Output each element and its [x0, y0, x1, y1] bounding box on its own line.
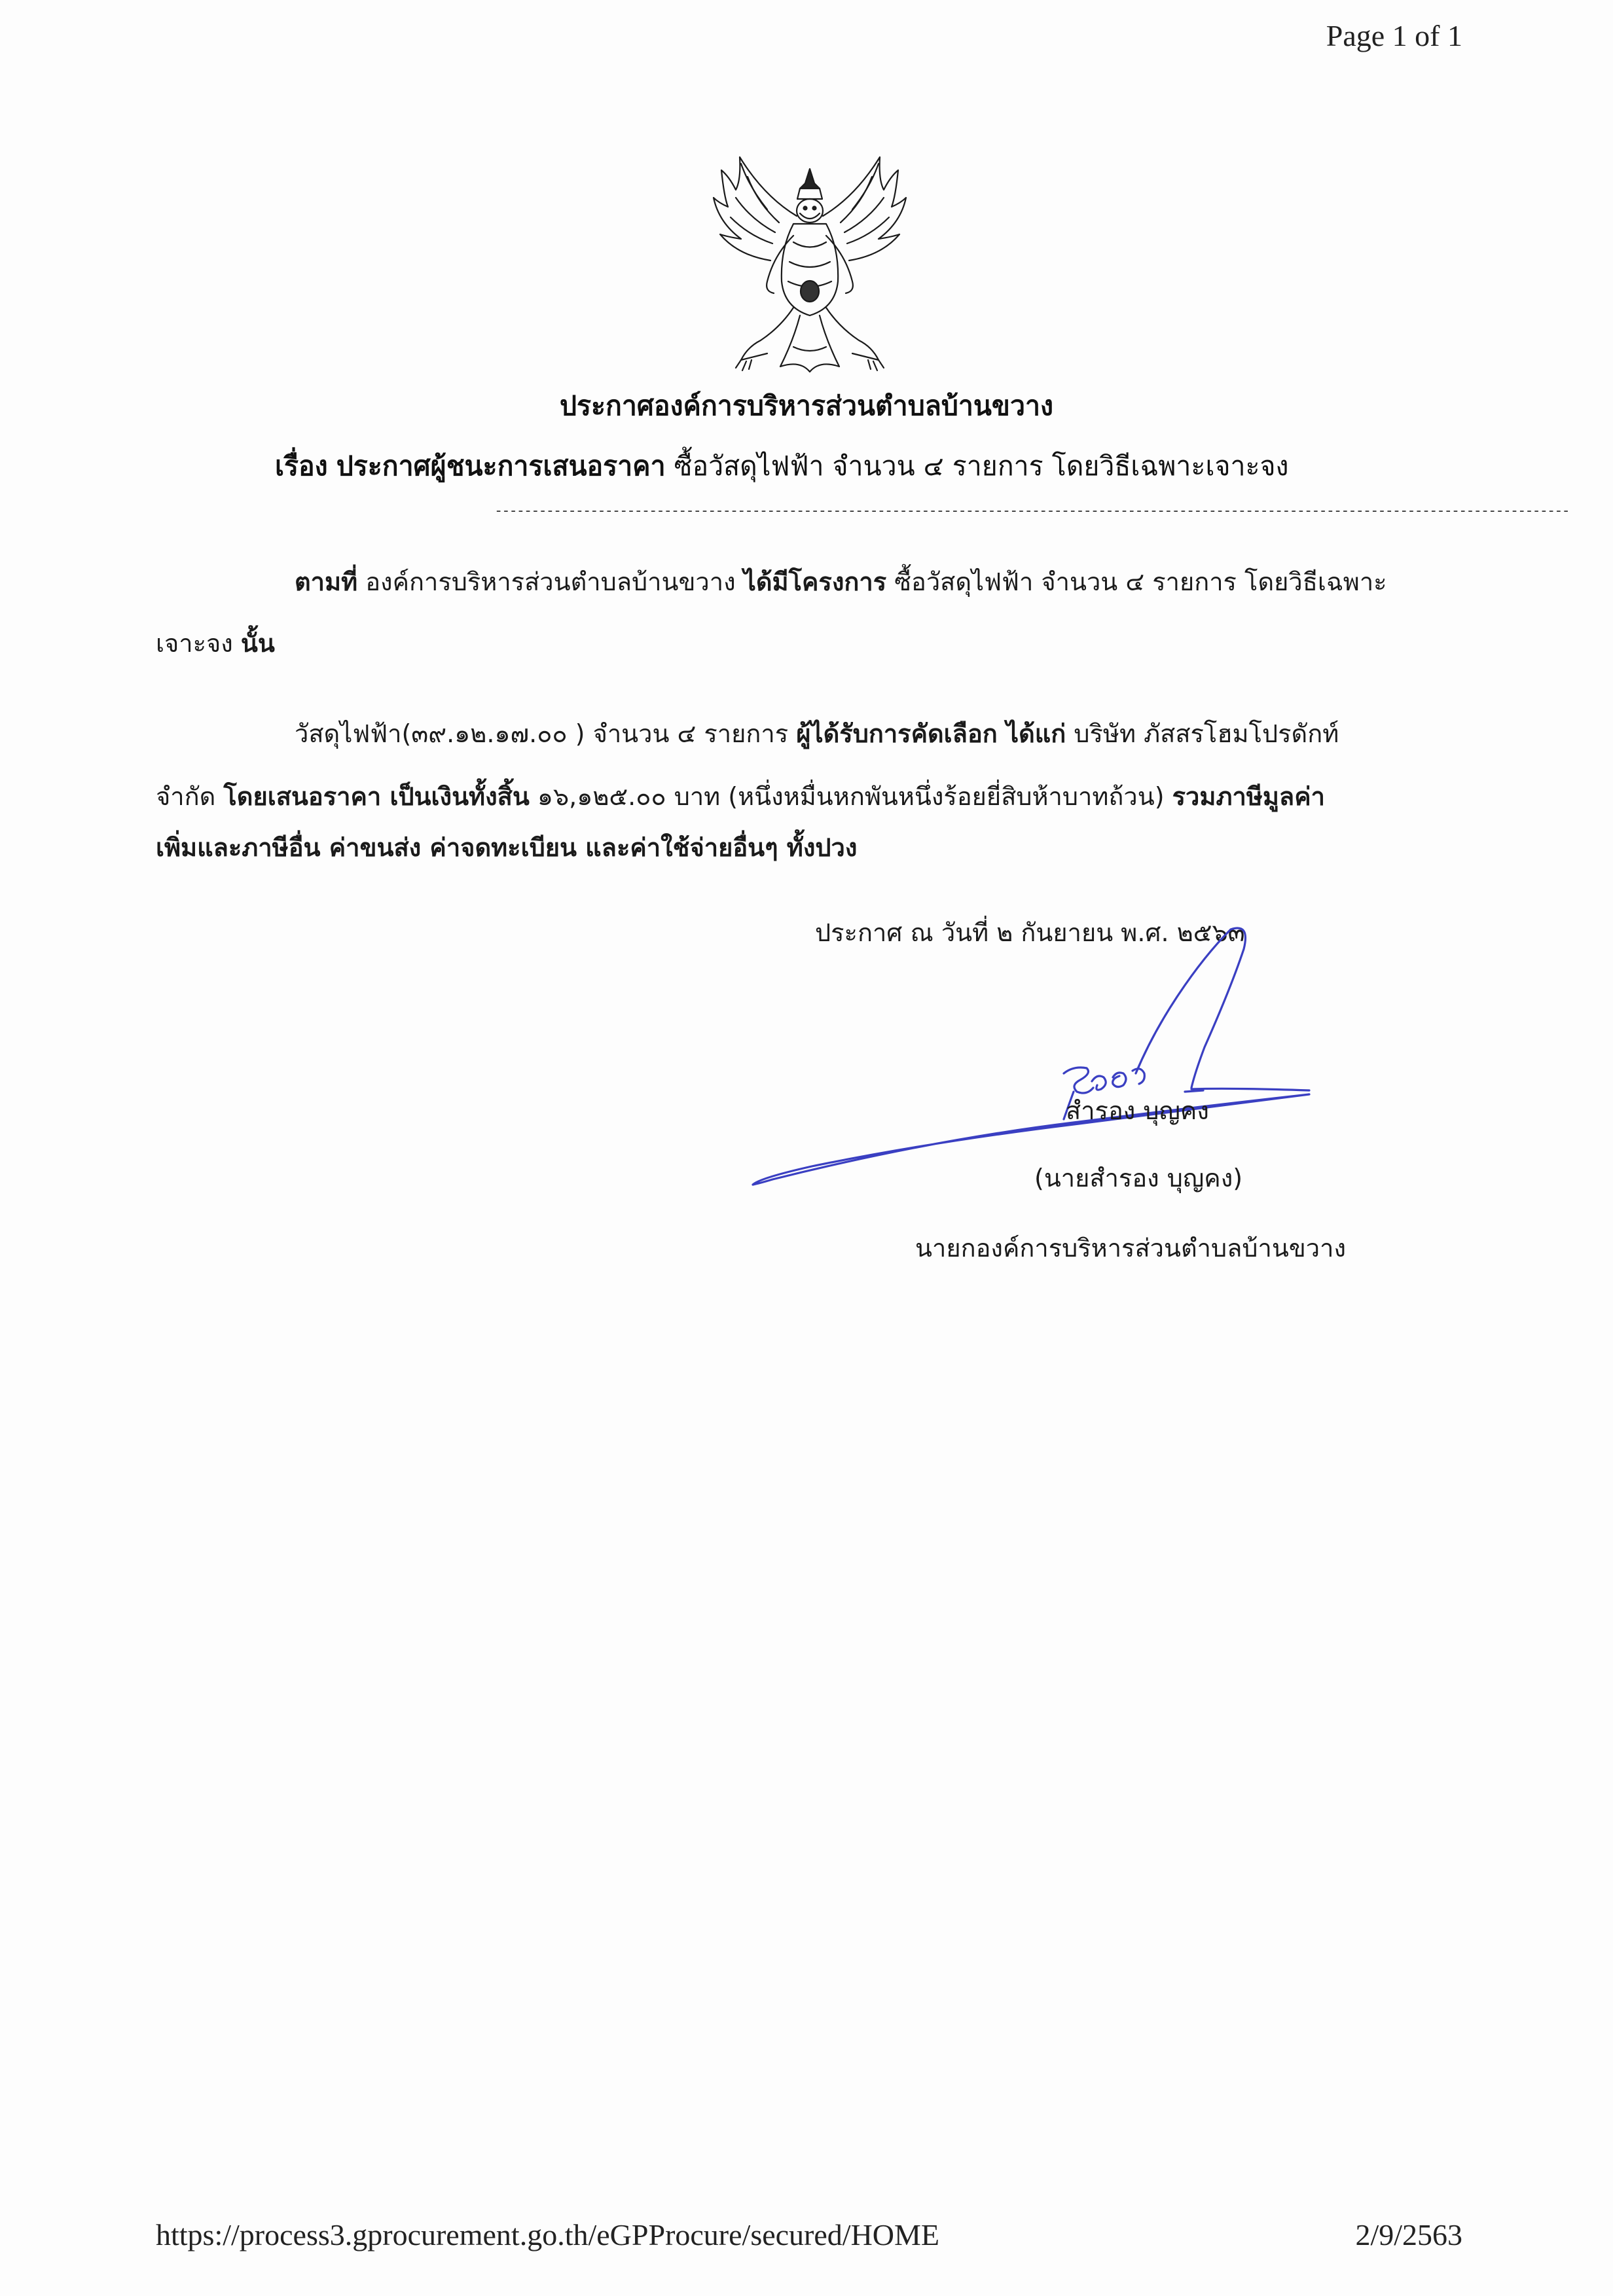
para2-l2-text1: จำกัด	[156, 782, 224, 811]
page-number: Page 1 of 1	[1326, 19, 1462, 52]
divider: --------------------------------------------------------------------------------------------------------------------------------------------------	[494, 503, 1569, 519]
para1-line2-text: เจาะจง	[156, 629, 241, 658]
paragraph-2-line-3	[156, 823, 857, 872]
para1-line2-bold: นั้น	[240, 629, 275, 658]
paragraph-2-line-2	[156, 772, 1325, 821]
para2-l1-text2: บริษัท ภัสสรโฮมโปรดักท์	[1066, 719, 1339, 748]
para2-l1-text1: วัสดุไฟฟ้า(๓๙.๑๒.๑๗.๐๐ ) จำนวน ๔ รายการ	[295, 719, 797, 748]
para1-bold1: ได้มีโครงการ	[743, 567, 887, 596]
paragraph-1-line-1	[295, 558, 1387, 606]
para1-lead: ตามที่	[295, 567, 358, 596]
para2-l1-bold1: ผู้ได้รับการคัดเลือก ได้แก่	[796, 719, 1066, 748]
subject-part1: ประกาศผู้ชนะการเสนอราคา	[336, 450, 666, 482]
paragraph-1-line-2	[156, 619, 275, 668]
signer-position: นายกองค์การบริหารส่วนตำบลบ้านขวาง	[915, 1234, 1347, 1263]
para2-l2-bold1: โดยเสนอราคา เป็นเงินทั้งสิ้น	[223, 782, 530, 811]
garuda-emblem-icon	[702, 151, 918, 380]
para2-l2-bold2: รวมภาษีมูลค่า	[1172, 782, 1325, 811]
para1-text1: องค์การบริหารส่วนตำบลบ้านขวาง	[357, 567, 744, 596]
date-value: ๒ กันยายน พ.ศ. ๒๕๖๓	[996, 918, 1245, 947]
signer-name: สำรอง บุญคง	[1066, 1096, 1209, 1125]
document-subject	[275, 445, 1453, 488]
para2-l3-bold1: เพิ่มและภาษีอื่น ค่าขนส่ง ค่าจดทะเบียน และค่าใช้จ่ายอื่นๆ ทั้งปวง	[156, 833, 858, 862]
para2-l2-text2: ๑๖,๑๒๕.๐๐ บาท (หนึ่งหมื่นหกพันหนึ่งร้อยยี่สิบห้าบาทถ้วน)	[529, 782, 1172, 811]
para1-text2: ซื้อวัสดุไฟฟ้า จำนวน ๔ รายการ โดยวิธีเฉพาะ	[886, 567, 1387, 596]
subject-label: เรื่อง	[275, 450, 328, 482]
paragraph-2-line-1	[295, 709, 1339, 758]
signer-full-name: (นายสำรอง บุญคง)	[1034, 1164, 1243, 1193]
subject-part2: ซื้อวัสดุไฟฟ้า จำนวน ๔ รายการ โดยวิธีเฉพาะเจาะจง	[674, 450, 1289, 482]
footer-url: https://process3.gprocurement.go.th/eGPProcure/secured/HOME	[156, 2218, 940, 2251]
footer-date: 2/9/2563	[1355, 2218, 1462, 2251]
date-label: ประกาศ ณ วันที่	[815, 918, 997, 947]
document-title: ประกาศองค์การบริหารส่วนตำบลบ้านขวาง	[559, 390, 1054, 422]
